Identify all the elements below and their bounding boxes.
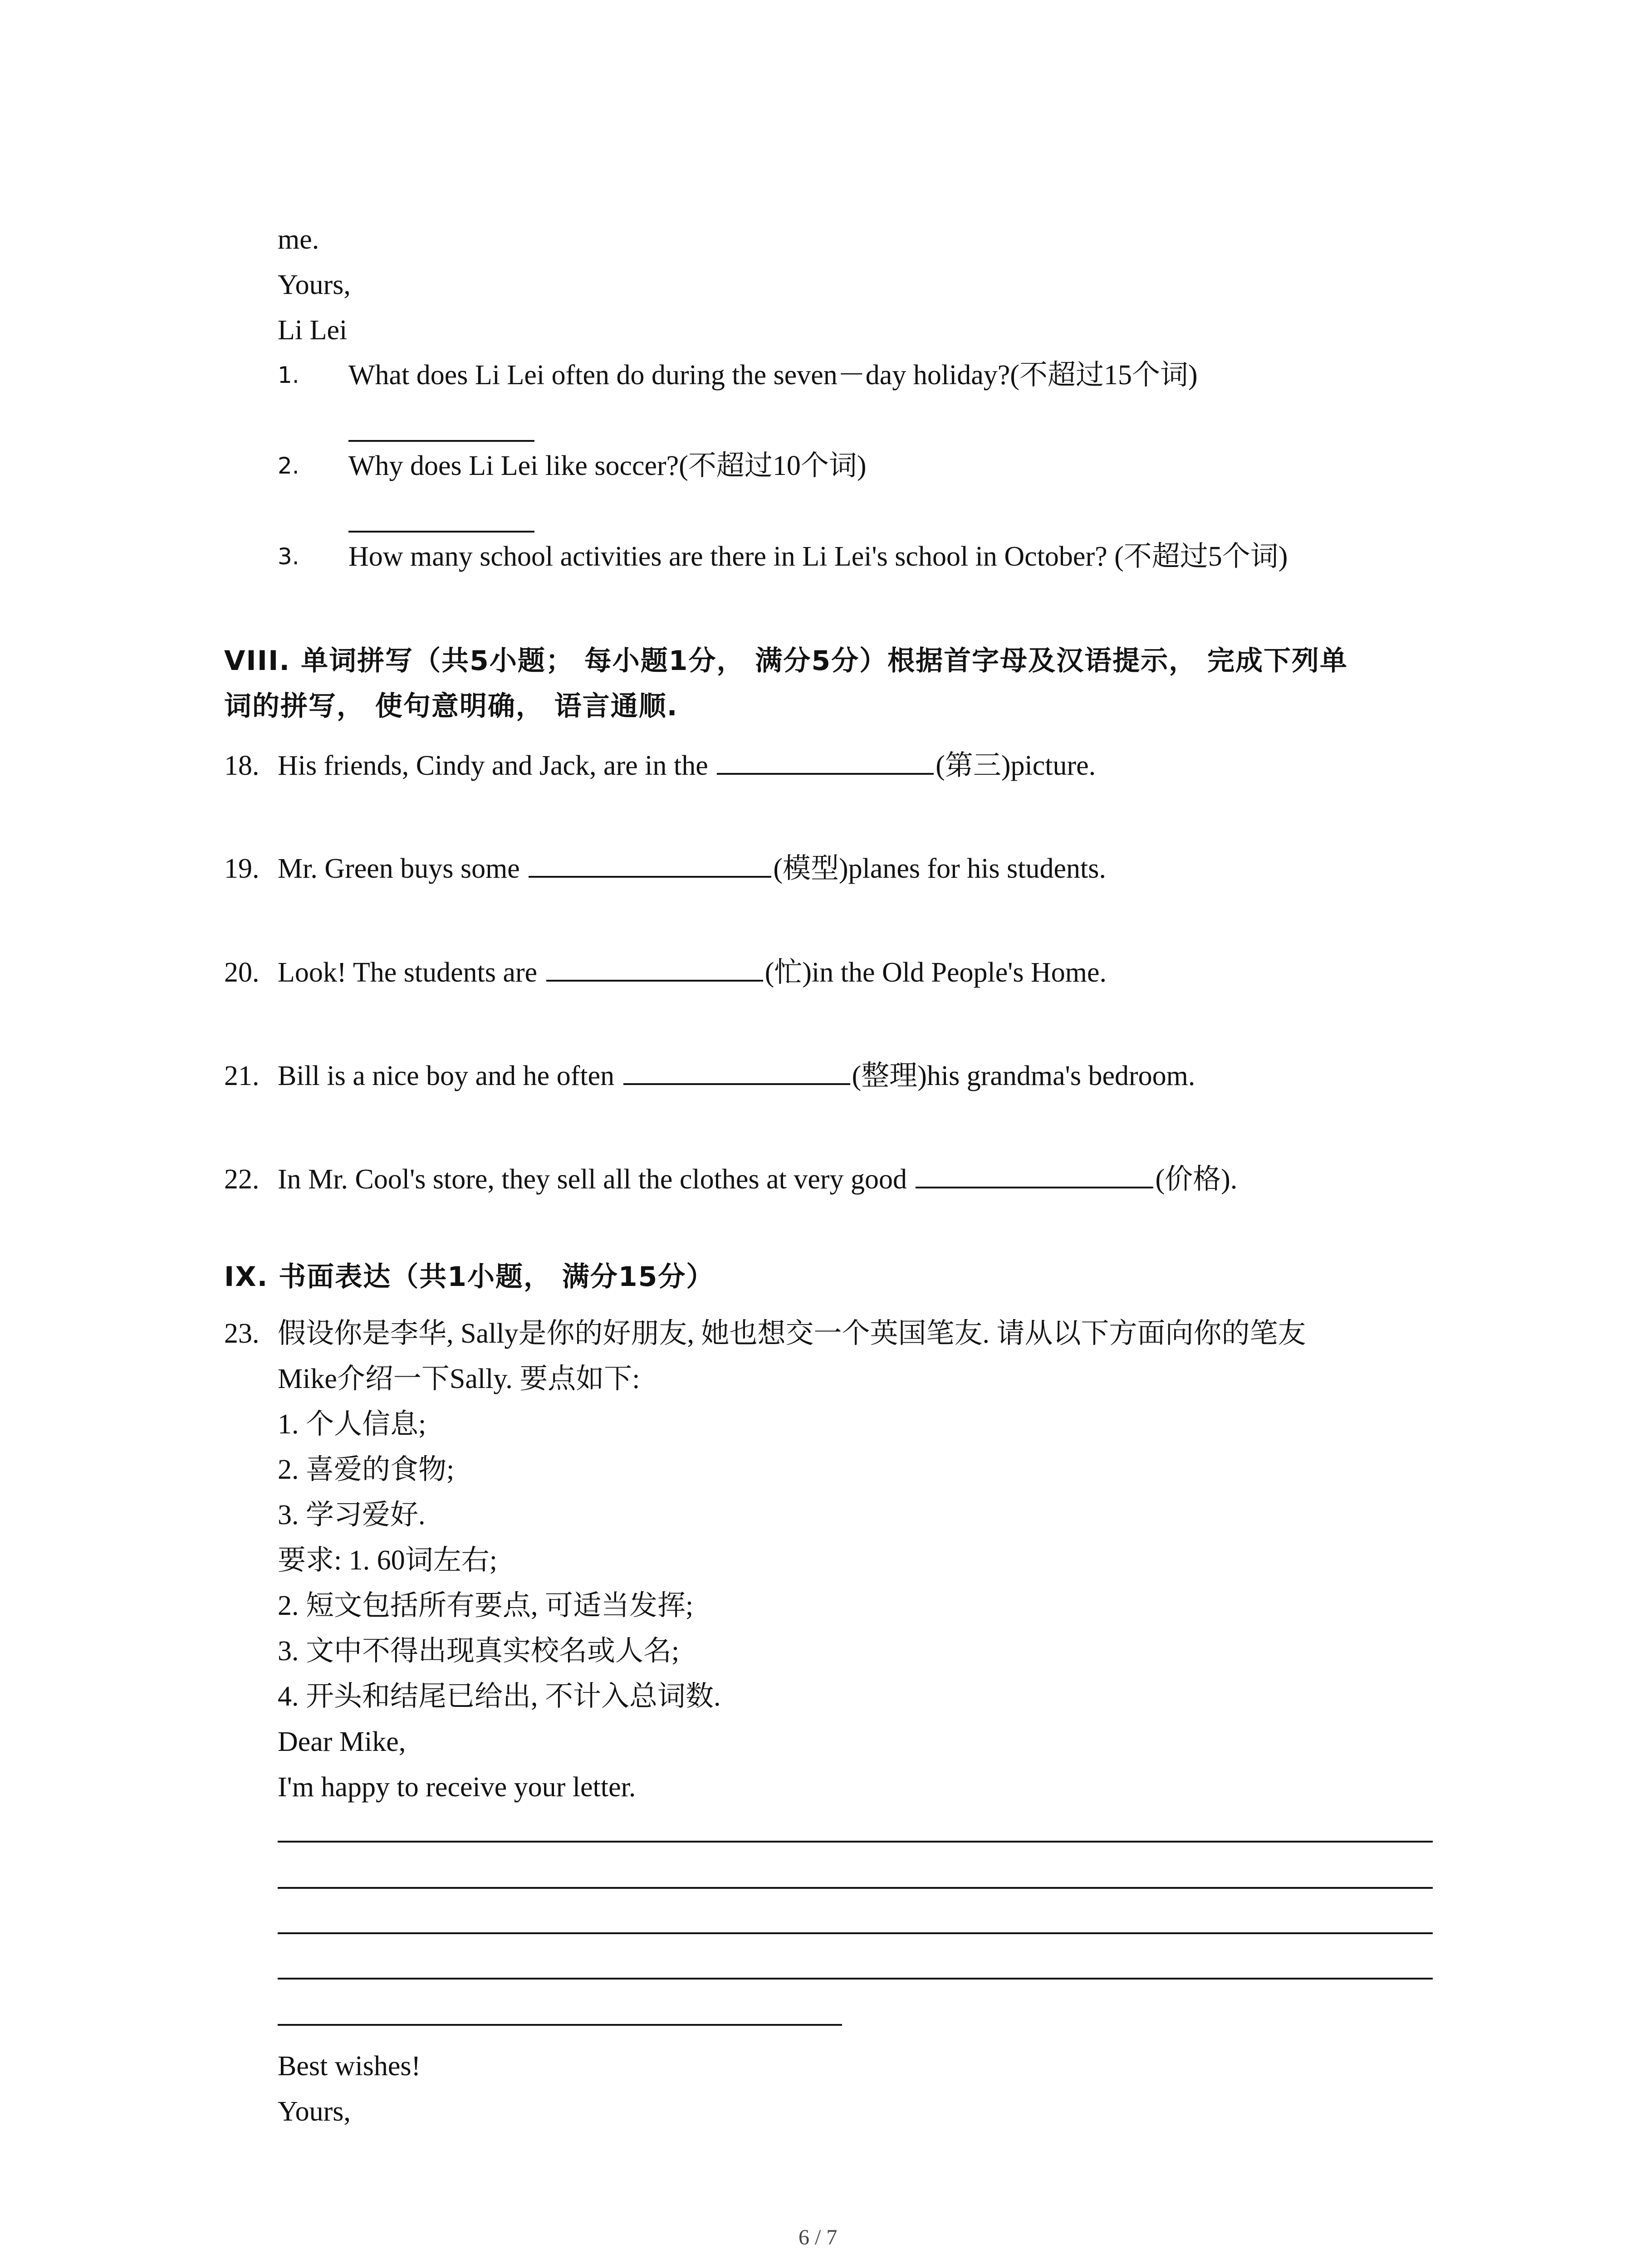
sentence-after: (第三)picture. [936,750,1096,781]
sentence-before: Look! The students are [278,957,538,988]
question-text: What does Li Lei often do during the seven－day holiday?(不超过15个词) [348,360,1198,391]
fill-in-blank[interactable] [529,850,771,878]
letter-line-signature: Li Lei [278,315,348,346]
question-number: 2. [278,453,299,479]
writing-prompt-line: 3. 学习爱好. [278,1500,426,1530]
question-number: 3. [278,543,299,570]
sentence-before: Mr. Green buys some [278,853,520,884]
section-heading: VIII. 单词拼写（共5小题； 每小题1分， 满分5分）根据首字母及汉语提示， 完成下列单 [224,645,1348,677]
fill-in-sentence [278,850,1106,887]
fill-in-sentence [278,1058,1195,1094]
item-number: 21. [224,1061,260,1091]
sentence-after: (价格). [1155,1164,1238,1195]
letter-closing: Best wishes! [278,2051,421,2082]
fill-in-blank[interactable] [546,954,763,982]
writing-line[interactable] [278,1887,1433,1889]
sentence-after: (模型)planes for his students. [773,853,1106,884]
question-text: Why does Li Lei like soccer?(不超过10个词) [348,450,867,481]
writing-line[interactable] [278,1932,1433,1934]
sentence-after: (整理)his grandma's bedroom. [852,1061,1195,1091]
answer-line[interactable] [348,440,534,442]
sentence-before: Bill is a nice boy and he often [278,1061,615,1091]
fill-in-blank[interactable] [623,1058,850,1085]
item-number: 18. [224,750,260,781]
fill-in-sentence [278,1161,1237,1198]
letter-line-yours: Yours, [278,269,351,300]
letter-signoff: Yours, [278,2096,351,2127]
writing-prompt-line: 2. 短文包括所有要点, 可适当发挥; [278,1590,694,1621]
writing-line[interactable] [278,1978,1433,1980]
question-text: How many school activities are there in Li Lei's school in October? (不超过5个词) [348,541,1288,572]
writing-prompt-line: 2. 喜爱的食物; [278,1454,455,1485]
section-heading: IX. 书面表达（共1小题， 满分15分） [224,1261,715,1293]
sentence-before: His friends, Cindy and Jack, are in the [278,750,708,781]
letter-line-me: me. [278,224,319,255]
item-number: 22. [224,1164,260,1195]
writing-line[interactable] [278,1841,1433,1843]
letter-greeting: Dear Mike, [278,1726,406,1757]
sentence-before: In Mr. Cool's store, they sell all the clothes at very good [278,1164,907,1195]
answer-line[interactable] [348,531,534,533]
fill-in-blank[interactable] [916,1161,1153,1188]
writing-line[interactable] [278,2024,842,2026]
writing-prompt-line: 3. 文中不得出现真实校名或人名; [278,1636,680,1667]
fill-in-sentence [278,748,1096,784]
sentence-after: (忙)in the Old People's Home. [764,957,1107,988]
item-number: 19. [224,853,260,884]
item-number: 20. [224,957,260,988]
fill-in-sentence [278,954,1107,991]
fill-in-blank[interactable] [717,748,934,775]
writing-prompt-line: 4. 开头和结尾已给出, 不计入总词数. [278,1681,721,1712]
writing-prompt-line: Mike介绍一下Sally. 要点如下: [278,1364,640,1394]
page-number: 6 / 7 [798,2225,838,2249]
letter-opening: I'm happy to receive your letter. [278,1772,636,1803]
item-number: 23. [224,1318,260,1349]
section-heading: 词的拼写， 使句意明确， 语言通顺. [224,690,678,722]
question-number: 1. [278,362,299,388]
writing-prompt-line: 要求: 1. 60词左右; [278,1545,497,1576]
writing-prompt-line: 1. 个人信息; [278,1409,426,1440]
writing-prompt-line: 假设你是李华, Sally是你的好朋友, 她也想交一个英国笔友. 请从以下方面向你的笔友 [278,1318,1306,1349]
